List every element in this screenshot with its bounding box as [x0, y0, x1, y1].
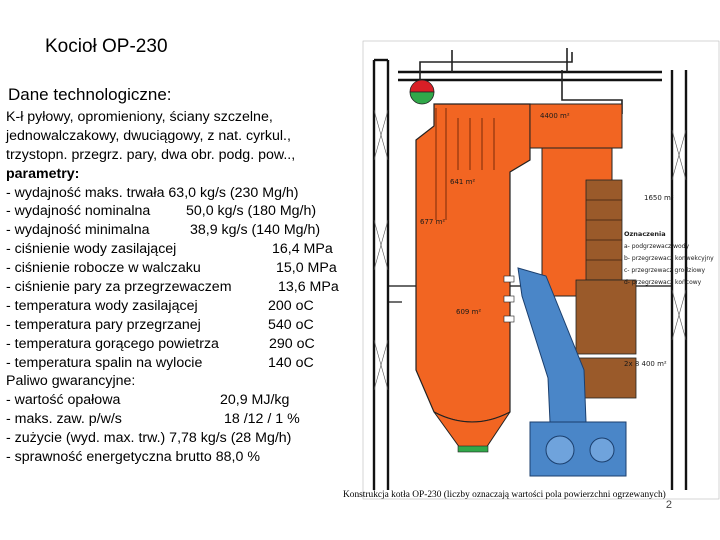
parameter-value: 140 oC — [268, 354, 314, 371]
fuel-label: - wartość opałowa — [6, 392, 121, 409]
parameter-row — [6, 221, 361, 240]
fuel-row — [6, 410, 361, 429]
fuel-label: - zużycie (wyd. max. trw.) 7,78 kg/s (28 Mg/h) — [6, 430, 292, 447]
parameter-value: 200 oC — [268, 297, 314, 314]
legend-title: Oznaczenia — [624, 230, 666, 238]
area-label: 4400 m² — [540, 112, 570, 120]
parameter-value: 540 oC — [268, 316, 314, 333]
parameter-value: 38,9 kg/s (140 Mg/h) — [190, 222, 321, 239]
parameter-row — [6, 202, 361, 221]
boiler-diagram — [362, 40, 720, 500]
area-label: 609 m² — [456, 308, 482, 316]
parameter-label: - wydajność nominalna — [6, 203, 151, 220]
fuel-row — [6, 391, 361, 410]
parameter-value: 16,4 MPa — [272, 241, 333, 258]
parameter-row — [6, 184, 361, 203]
boiler-drum — [410, 80, 434, 104]
figure-caption: Konstrukcja kotła OP-230 (liczby oznaczają wartości pola powierzchni ogrzewanych) — [343, 490, 666, 500]
crossover-pass — [530, 104, 622, 148]
section-heading: Dane technologiczne: — [8, 85, 172, 104]
parameter-label: - temperatura pary przegrzanej — [6, 316, 201, 333]
parameter-row — [6, 354, 361, 373]
parameter-label: - ciśnienie robocze w walczaku — [6, 260, 201, 277]
air-heater-upper — [576, 280, 636, 354]
parameter-row — [6, 240, 361, 259]
intro-line: trzystopn. przegrz. pary, dwa obr. podg. pow.., — [6, 146, 296, 163]
legend-item: d- przegrzewacz końcowy — [624, 279, 702, 286]
parameters-heading: parametry: — [6, 165, 80, 182]
parameter-label: - temperatura wody zasilającej — [6, 297, 198, 314]
parameter-value: 290 oC — [269, 335, 315, 352]
area-label: 677 m² — [420, 218, 446, 226]
fan-icon — [590, 438, 614, 462]
parameter-label: - temperatura spalin na wylocie — [6, 354, 203, 371]
parameter-row — [6, 316, 361, 335]
slide-title: Kocioł OP-230 — [45, 36, 168, 57]
parameter-label: - wydajność maks. trwała 63,0 kg/s (230 Mg/h) — [6, 184, 299, 201]
parameter-row — [6, 297, 361, 316]
page-number: 2 — [665, 499, 672, 511]
area-label: 641 m² — [450, 178, 476, 186]
legend-item: a- podgrzewacz wody — [624, 243, 690, 250]
parameter-value: 15,0 MPa — [276, 260, 337, 277]
technical-data — [6, 108, 361, 467]
parameter-label: - temperatura gorącego powietrza — [6, 335, 219, 352]
parameter-row — [6, 278, 361, 297]
fuel-row — [6, 429, 361, 448]
fuel-heading: Paliwo gwarancyjne: — [6, 373, 136, 390]
ash-outlet — [458, 446, 488, 452]
parameter-row — [6, 259, 361, 278]
fan-icon — [546, 436, 574, 464]
parameter-label: - ciśnienie pary za przegrzewaczem — [6, 279, 232, 296]
intro-line: jednowalczakowy, dwuciągowy, z nat. cyrkul., — [6, 127, 291, 144]
parameter-value: 13,6 MPa — [278, 279, 339, 296]
fuel-label: - sprawność energetyczna brutto 88,0 % — [6, 449, 260, 466]
area-label: 2x 8 400 m² — [624, 360, 667, 368]
parameter-label: - ciśnienie wody zasilającej — [6, 241, 177, 258]
parameter-row — [6, 335, 361, 354]
fuel-label: - maks. zaw. p/w/s — [6, 411, 122, 428]
legend-item: b- przegrzewacz konwekcyjny — [624, 255, 714, 262]
fuel-value: 20,9 MJ/kg — [220, 392, 290, 409]
fuel-row — [6, 448, 361, 467]
intro-line: K-ł pyłowy, opromieniony, ściany szczelne, — [6, 109, 273, 125]
parameter-value: 50,0 kg/s (180 Mg/h) — [186, 203, 317, 220]
area-label: 1650 m² — [644, 194, 674, 202]
fuel-value: 18 /12 / 1 % — [224, 411, 300, 428]
parameter-label: - wydajność minimalna — [6, 222, 150, 239]
legend-item: c- przegrzewacz grodziowy — [624, 267, 706, 274]
